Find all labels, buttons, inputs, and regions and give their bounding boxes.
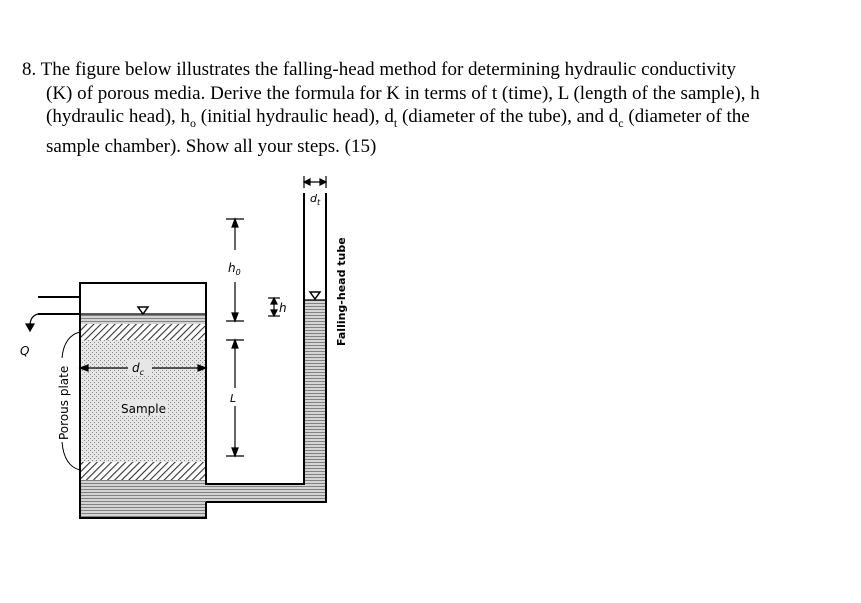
label-l: L — [230, 392, 237, 405]
chamber-water — [80, 314, 206, 324]
question-line-3: (hydraulic head), $h_o$ (initial hydraulic head), $d_t$ (diameter of the tube), and $d_c$ (diameter of the — [46, 106, 750, 130]
bottom-porous-plate — [80, 462, 206, 480]
question-line-2: (K) of porous media. Derive the formula for K in terms of t (time), L (length of the sample), h — [46, 82, 760, 104]
tube-water — [304, 300, 326, 502]
label-dc: $d_c$ — [132, 361, 145, 377]
label-h: h — [279, 301, 287, 315]
chamber-water-level-icon — [138, 307, 148, 314]
dt-dimension — [304, 176, 326, 188]
label-q: Q — [20, 344, 30, 358]
label-h0: $h_0$ — [228, 261, 241, 277]
top-porous-plate — [80, 324, 206, 340]
tube-water-level-icon — [310, 292, 320, 299]
label-porous-plate: Porous plate — [57, 365, 71, 440]
bottom-water — [80, 480, 206, 518]
label-sample: Sample — [121, 402, 166, 416]
connecting-channel — [206, 484, 304, 502]
label-dt: $d_t$ — [310, 192, 321, 207]
label-falling-head-tube: Falling-head tube — [335, 237, 348, 346]
question-line-1: 8. The figure below illustrates the falling-head method for determining hydraulic conductivity — [22, 59, 737, 80]
outflow-arrow-icon — [26, 314, 38, 331]
question-line-4: sample chamber). Show all your steps. (15) — [46, 136, 377, 158]
